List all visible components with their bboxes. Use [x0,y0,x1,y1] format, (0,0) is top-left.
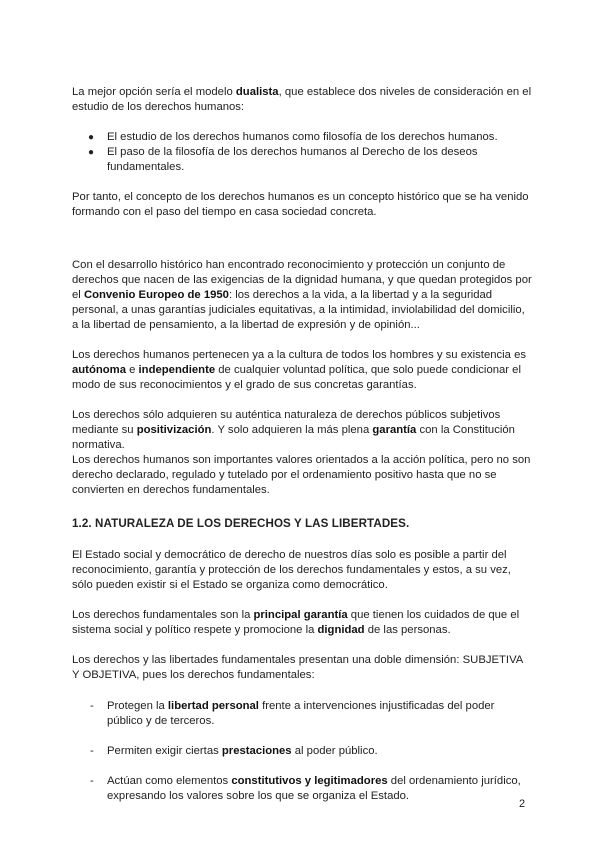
bullet-icon: ● [88,147,95,158]
text-run: que tienen los cuidados de que el sistema social y político respete y promocione la [72,609,520,636]
text-run: : los derechos a la vida, a la libertad y a la seguridad personal, a unas garantías judiciales equitativas, a la intimidad, inviolabilidad del domicilio, a la libertad de pensamiento, a la libertad de expresión y de opinión... [72,289,525,331]
text-run: Los derechos fundamentales son la [72,609,254,621]
list-item-text: El paso de la filosofía de los derechos humanos al Derecho de los deseos fundamentales. [107,146,478,173]
list-item [72,774,532,804]
list-item [72,744,532,759]
bold-term: prestaciones [221,745,292,757]
text-run: e [125,364,139,376]
paragraph-concepto-historico: Por tanto, el concepto de los derechos humanos es un concepto histórico que se ha venido formando con el paso del tiempo en casa sociedad concreta. [72,191,529,218]
bold-term: dualista [235,86,279,98]
bold-term: autónoma [72,364,126,376]
text-run: del ordenamiento jurídico, expresando los valores sobre los que se organiza el Estado. [107,775,521,802]
list-item [72,699,532,729]
paragraph-doble-dimension: Los derechos y las libertades fundamentales presentan una doble dimensión: SUBJETIVA Y OBJETIVA, pues los derechos fundamentales: [72,654,523,681]
bullet-list [72,130,532,175]
paragraph-convenio [72,258,532,333]
text-run: Permiten exigir ciertas [107,745,222,757]
dash-list [72,699,532,804]
text-run: al poder público. [291,745,378,757]
bold-term: dignidad [317,624,365,636]
bold-term: principal garantía [253,609,348,621]
bullet-icon: ● [88,132,95,143]
list-item [72,130,532,145]
paragraph-valores: Los derechos humanos son importantes valores orientados a la acción política, pero no son derecho declarado, regulado y tutelado por el ordenamiento positivo hasta que no se convierten en derechos fundamentales. [72,454,531,496]
text-run: de las personas. [364,624,451,636]
bold-term: constitutivos y legitimadores [231,775,388,787]
bold-term: garantía [372,424,417,436]
dash-icon: - [90,775,94,787]
paragraph-cultura [72,348,532,393]
bold-term: independiente [138,364,216,376]
paragraph-positivizacion [72,408,532,453]
list-item [72,145,532,175]
text-run: Actúan como elementos [107,775,232,787]
text-run: Los derechos sólo adquieren su auténtica naturaleza de derechos públicos subjetivos mediante su [72,409,501,436]
bold-term: libertad personal [167,700,259,712]
dash-icon: - [90,700,94,712]
paragraph-principal-garantia [72,608,532,638]
text-run: Protegen la [107,700,168,712]
bold-term: positivización [136,424,212,436]
text-run: con la Constitución normativa. [72,424,515,451]
section-heading: 1.2. NATURALEZA DE LOS DERECHOS Y LAS LIBERTADES. [72,517,410,530]
text-run: , que establece dos niveles de consideración en el estudio de los derechos humanos: [72,86,532,113]
paragraph-dualista [72,85,532,115]
text-run: . Y solo adquieren la más plena [211,424,373,436]
paragraph-estado-social: El Estado social y democrático de derecho de nuestros días solo es posible a partir del reconocimiento, garantía y protección de los derechos fundamentales y estos, a su vez, sólo pueden existir si el Estado se organiza como democrático. [72,549,511,591]
text-run: Los derechos humanos pertenecen ya a la cultura de todos los hombres y su existencia es [72,349,527,361]
page-number: 2 [519,798,526,810]
list-item-text: El estudio de los derechos humanos como filosofía de los derechos humanos. [107,131,498,143]
bold-term: Convenio Europeo de 1950 [83,289,229,301]
text-run: de cualquier voluntad política, que solo puede condicionar el modo de sus reconocimientos y el grado de sus concretas garantías. [72,364,521,391]
page-content [72,85,532,819]
dash-icon: - [90,745,94,757]
text-run: La mejor opción sería el modelo [72,86,236,98]
text-run: Con el desarrollo histórico han encontrado reconocimiento y protección un conjunto de derechos que nacen de las exigencias de la dignidad humana, y que quedan protegidos por el [72,259,532,301]
text-run: frente a intervenciones injustificadas del poder público y de terceros. [107,700,495,727]
